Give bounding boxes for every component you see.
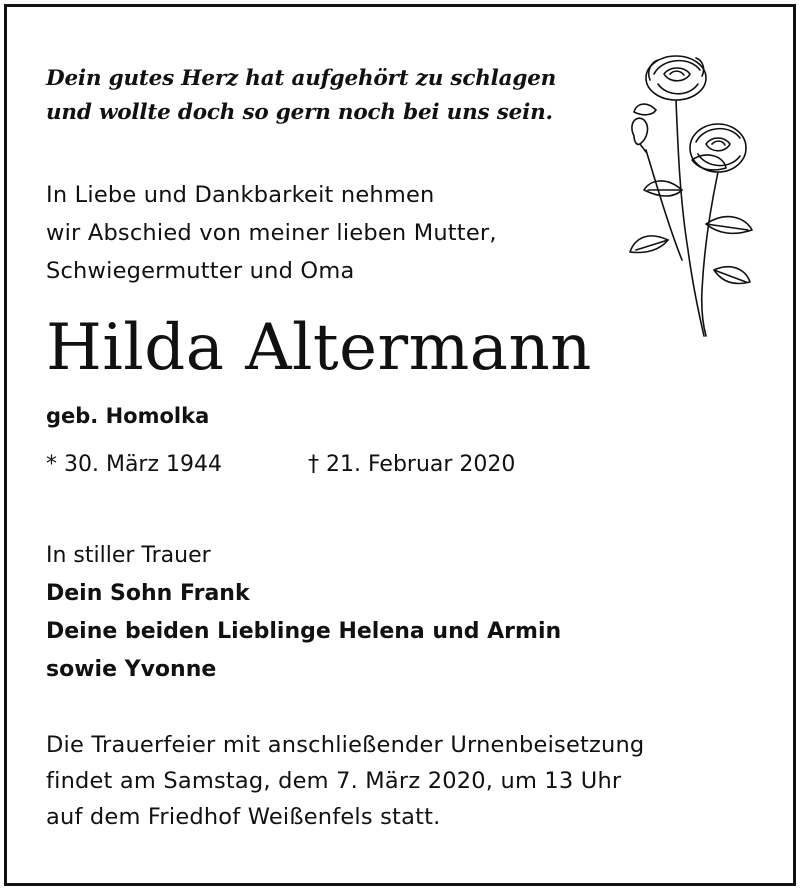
service-line-1: Die Trauerfeier mit anschließender Urnenbeisetzung — [46, 732, 645, 758]
motto-line-2: und wollte doch so gern noch bei uns sein. — [46, 100, 553, 125]
roses-icon — [606, 40, 766, 340]
death-date: † 21. Februar 2020 — [308, 452, 516, 477]
service-line-3: auf dem Friedhof Weißenfels statt. — [46, 804, 441, 830]
motto-line-1: Dein gutes Herz hat aufgehört zu schlagen — [46, 66, 557, 91]
mourner-other: sowie Yvonne — [46, 657, 217, 682]
funeral-service-info — [46, 727, 644, 835]
mourners-list — [46, 537, 561, 689]
maiden-name: geb. Homolka — [46, 404, 210, 428]
mourning-heading: In stiller Trauer — [46, 543, 211, 568]
intro-line-1: In Liebe und Dankbarkeit nehmen — [46, 182, 435, 208]
motto-verse — [46, 62, 556, 130]
intro-line-3: Schwiegermutter und Oma — [46, 258, 355, 284]
mourner-son: Dein Sohn Frank — [46, 581, 250, 606]
intro-text — [46, 176, 497, 290]
deceased-name: Hilda Altermann — [46, 311, 592, 385]
birth-date: * 30. März 1944 — [46, 452, 223, 477]
life-dates — [46, 449, 606, 481]
service-line-2: findet am Samstag, dem 7. März 2020, um 13 Uhr — [46, 768, 622, 794]
intro-line-2: wir Abschied von meiner lieben Mutter, — [46, 220, 497, 246]
mourner-grandchildren: Deine beiden Lieblinge Helena und Armin — [46, 619, 562, 644]
